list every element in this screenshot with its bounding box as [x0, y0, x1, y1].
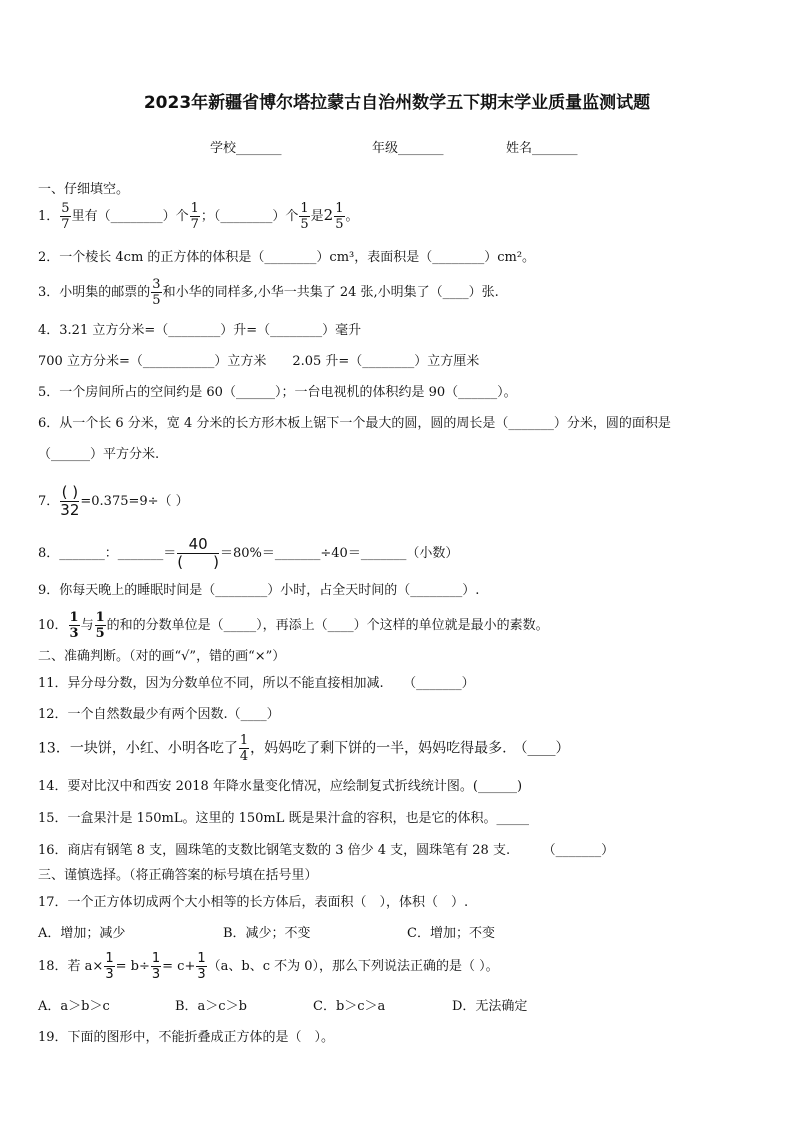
question-5: 5．一个房间所占的空间约是 60（______）；一台电视机的体积约是 90（______）。 [38, 385, 517, 400]
denominator: 5 [300, 217, 309, 232]
question-10 [38, 611, 549, 640]
question-13 [38, 734, 570, 763]
fraction [151, 278, 161, 307]
question-14: 14．要对比汉中和西安 2018 年降水量变化情况，应绘制复式折线统计图。(______) [38, 779, 523, 794]
numerator: 1 [335, 201, 344, 216]
option-b[interactable]: B．减少；不变 [223, 926, 311, 941]
question-15: 15．一盒果汁是 150mL。这里的 150mL 既是果汁盒的容积，也是它的体积。_____ [38, 811, 529, 826]
option-a[interactable]: A．增加；减少 [38, 926, 126, 941]
denominator: 5 [95, 626, 105, 641]
numerator: 1 [190, 201, 199, 216]
fraction [190, 202, 200, 231]
question-3 [38, 278, 499, 307]
question-text: 13．一块饼，小红、小明各吃了 [38, 740, 238, 757]
denominator: 3 [197, 967, 206, 982]
numerator: 1 [69, 610, 79, 625]
question-text: 是 [310, 209, 324, 224]
option-d[interactable]: D．无法确定 [452, 999, 528, 1014]
numerator: 1 [95, 610, 105, 625]
question-number: 1． [38, 209, 60, 224]
question-text: （a、b、c 不为 0），那么下列说法正确的是（ ）。 [207, 959, 499, 974]
fraction [334, 202, 344, 231]
section-heading-judge: 二、准确判断。（对的画“√”，错的画“×”） [38, 649, 286, 664]
question-text: 里有（________）个 [71, 209, 189, 224]
question-4-line-2: 700 立方分米=（___________）立方米 2.05 升=（________）立方厘米 [38, 354, 480, 369]
numerator: 3 [152, 277, 161, 292]
question-text: 与 [80, 618, 94, 633]
fraction [69, 611, 80, 640]
question-text: =0.375=9÷（ ） [80, 494, 189, 509]
numerator: 1 [239, 733, 249, 748]
question-1 [38, 202, 359, 231]
question-17: 17．一个正方体切成两个大小相等的长方体后，表面积（ ），体积（ ）. [38, 895, 469, 910]
question-text: ；（________）个 [200, 209, 299, 224]
question-text: 和小华的同样多,小华一共集了 24 张,小明集了（____）张. [162, 285, 499, 300]
question-6-line-1: 6．从一个长 6 分米，宽 4 分米的长方形木板上锯下一个最大的圆，圆的周长是（_______）分米，圆的面积是 [38, 416, 671, 431]
question-4-line-1: 4．3.21 立方分米=（________）升=（________）毫升 [38, 323, 362, 338]
fraction [60, 485, 79, 518]
fraction [104, 952, 114, 981]
question-text: 18．若 a× [38, 959, 104, 974]
denominator: 7 [190, 217, 199, 232]
name-field[interactable]: 姓名_______ [506, 141, 578, 156]
denominator: 5 [152, 293, 161, 308]
numerator-blank[interactable]: ( ) [61, 483, 79, 501]
section-heading-fill: 一、仔细填空。 [38, 182, 130, 197]
denominator: 4 [239, 749, 249, 764]
section-heading-choose: 三、谨慎选择。（将正确答案的标号填在括号里） [38, 868, 318, 883]
option-c[interactable]: C．b＞c＞a [313, 999, 386, 1014]
question-7 [38, 485, 189, 518]
question-text: = c+ [162, 959, 196, 974]
numerator: 1 [300, 201, 309, 216]
numerator: 40 [177, 537, 219, 554]
fraction [177, 537, 219, 570]
question-19: 19．下面的图形中，不能折叠成正方体的是（ ）。 [38, 1030, 335, 1045]
question-text: 3．小明集的邮票的 [38, 285, 151, 300]
denominator: 3 [69, 626, 79, 641]
denominator-blank[interactable]: ( ) [177, 553, 219, 571]
whole-number: 2 [323, 206, 334, 224]
denominator: 5 [335, 217, 344, 232]
question-number: 7． [38, 494, 60, 509]
denominator: 32 [60, 501, 80, 519]
question-8 [38, 537, 458, 570]
denominator: 3 [105, 967, 114, 982]
question-18 [38, 952, 499, 981]
question-2: 2．一个棱长 4cm 的正方体的体积是（________）cm³，表面积是（________）cm²。 [38, 250, 536, 265]
fraction [239, 734, 249, 763]
numerator: 1 [151, 951, 161, 966]
grade-field[interactable]: 年级_______ [372, 141, 444, 156]
fraction [60, 202, 70, 231]
question-text: 。 [345, 209, 359, 224]
fraction [196, 952, 206, 981]
fraction [299, 202, 309, 231]
question-11: 11．异分母分数，因为分数单位不同，所以不能直接相加减. （_______） [38, 676, 475, 691]
fraction [95, 611, 106, 640]
school-field[interactable]: 学校_______ [210, 141, 282, 156]
question-9: 9．你每天晚上的睡眠时间是（________）小时，占全天时间的（________）. [38, 583, 480, 598]
denominator: 3 [151, 967, 161, 982]
question-12: 12．一个自然数最少有两个因数.（____） [38, 707, 280, 722]
question-text: ＝80%＝_______÷40＝_______（小数） [220, 546, 459, 561]
question-number: 10． [38, 618, 68, 633]
denominator: 7 [61, 217, 70, 232]
numerator: 1 [105, 951, 114, 966]
question-text: 的和的分数单位是（_____），再添上（____）个这样的单位就是最小的素数。 [106, 618, 549, 633]
option-c[interactable]: C．增加；不变 [407, 926, 495, 941]
fraction [151, 952, 161, 981]
page-title: 2023年新疆省博尔塔拉蒙古自治州数学五下期末学业质量监测试题 [143, 93, 651, 113]
numerator: 1 [197, 951, 206, 966]
question-16: 16．商店有钢笔 8 支，圆珠笔的支数比钢笔支数的 3 倍少 4 支，圆珠笔有 28 支. （_______） [38, 843, 615, 858]
question-text: ，妈妈吃了剩下饼的一半，妈妈吃得最多. （____） [250, 740, 570, 757]
numerator: 5 [61, 201, 70, 216]
option-b[interactable]: B．a＞c＞b [175, 999, 247, 1014]
question-text: = b÷ [115, 959, 150, 974]
question-6-line-2: （______）平方分米. [38, 447, 160, 462]
option-a[interactable]: A．a＞b＞c [38, 999, 110, 1014]
question-text: 8．_______：_______＝ [38, 546, 177, 561]
